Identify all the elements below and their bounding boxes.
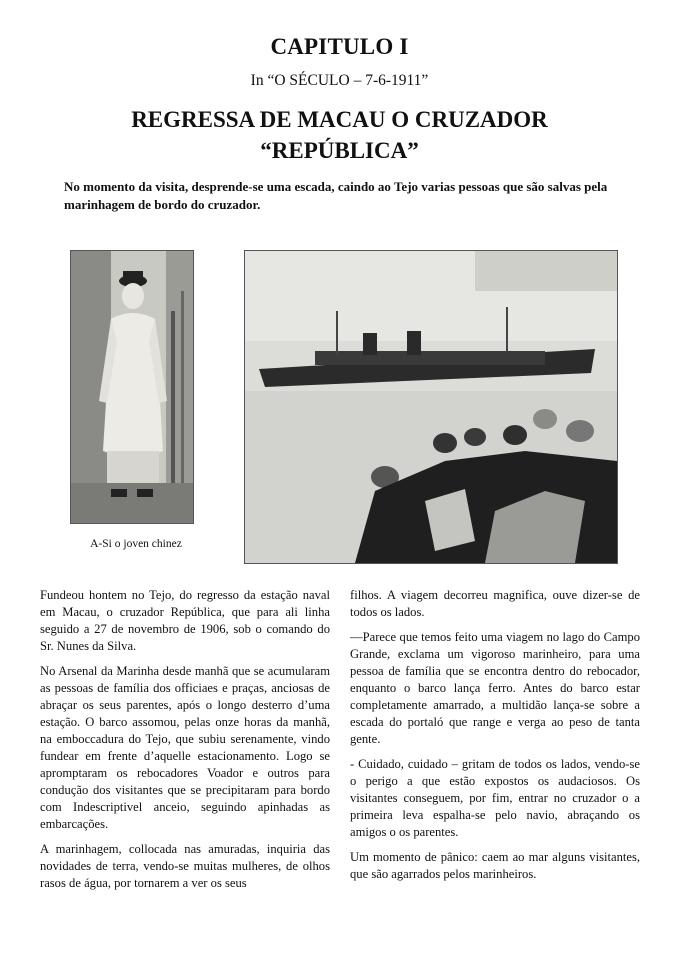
- headline: [0, 104, 679, 166]
- portrait-caption: A-Si o joven chinez: [90, 538, 182, 550]
- headline-line-2: “REPÚBLICA”: [260, 138, 419, 163]
- source-line: In “O SÉCULO – 7-6-1911”: [250, 72, 429, 89]
- portrait-photo-icon: [71, 251, 193, 523]
- portrait-photo: [70, 250, 194, 524]
- article-paragraph: No Arsenal da Marinha desde manhã que se acumularam as pessoas de família dos officiaes e praças, anciosas de abraçar os seus parentes, após o longo desterro d’uma estação. O barco assomou, pelas onze horas da manhã, na emboccadura do Tejo, que subiu serenamente, vindo fundear em frente d’aquelle estacionamento. Logo se apromptaram os rebocadores Voador e outros para condução dos visitantes que se precipitaram para bordo com Indescriptivel anceio, seguindo apinhadas as embarcações.: [40, 664, 330, 831]
- article-paragraph: filhos. A viagem decorreu magnifica, ouve dizer-se de todos os lados.: [350, 588, 640, 619]
- lead-paragraph: No momento da visita, desprende-se uma escada, caindo ao Tejo varias pessoas que são salvas pela marinhagem de bordo do cruzador.: [64, 179, 608, 212]
- article-column-right: [350, 587, 640, 891]
- ship-photo-icon: [245, 251, 617, 563]
- ship-photo: [244, 250, 618, 564]
- article-paragraph: Um momento de pânico: caem ao mar alguns visitantes, que são agarrados pelos marinheiros.: [350, 850, 640, 881]
- article-paragraph: —Parece que temos feito uma viagem no lago do Campo Grande, exclama um vigoroso marinheiro, para uma pessoa de família que se encontra dentro do rebocador, enquanto o barco lança ferro. Antes do barco estar completamente amarrado, a multidão lança-se sobre a escada do portaló que range e verga ao peso de tanta gente.: [350, 630, 640, 746]
- chapter-title: CAPITULO I: [270, 34, 409, 59]
- article-paragraph: A marinhagem, collocada nas amuradas, inquiria das novidades de terra, vendo-se muitas mulheres, de olhos rasos de água, por tornarem a ver os seus: [40, 842, 330, 890]
- article-paragraph: Fundeou hontem no Tejo, do regresso da estação naval em Macau, o cruzador República, que para ali linha seguido a 27 de novembro de 1906, sob o comando do Sr. Nunes da Silva.: [40, 588, 330, 653]
- article-paragraph: - Cuidado, cuidado – gritam de todos os lados, vendo-se o perigo a que estão expostos os audaciosos. Os visitantes conseguem, por fim, entrar no cruzador o a primeira leva espalha-se pelo navio, abraçando os amigos o os parentes.: [350, 757, 640, 839]
- headline-line-1: REGRESSA DE MACAU O CRUZADOR: [131, 107, 548, 132]
- article-column-left: [40, 587, 330, 900]
